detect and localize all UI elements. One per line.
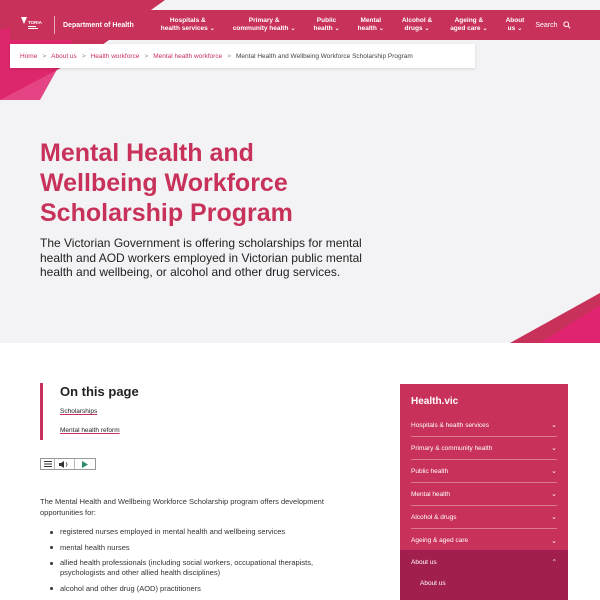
list-item: alcohol and other drug (AOD) practitioners — [50, 584, 330, 594]
menu-icon — [44, 461, 52, 467]
sidebar-item-label: About us — [411, 558, 437, 566]
nav-item-label-line1: Hospitals & — [169, 17, 206, 24]
nav-item-label-text: us — [507, 25, 516, 32]
chevron-down-icon: ⌄ — [551, 422, 557, 429]
sidebar-title[interactable]: Health.vic — [411, 396, 459, 407]
readspeaker-listen-button[interactable] — [55, 459, 75, 469]
eligibility-list — [50, 527, 330, 599]
breadcrumb-mental-health-workforce[interactable]: Mental health workforce — [153, 52, 223, 60]
nav-item-label-line2 — [233, 25, 296, 33]
list-item: mental health nurses — [50, 543, 330, 553]
sidebar-item-label: Alcohol & drugs — [411, 513, 457, 521]
sidebar-item-label: Primary & community health — [411, 444, 493, 452]
speaker-icon — [59, 461, 71, 468]
nav-item-about-us[interactable] — [497, 17, 534, 33]
chevron-down-icon: ⌄ — [424, 26, 430, 32]
nav-item-mental-health[interactable] — [349, 17, 393, 33]
chevron-down-icon: ⌄ — [334, 26, 340, 32]
nav-item-public-health[interactable] — [304, 17, 348, 33]
decorative-shape-bottom-right — [510, 293, 600, 343]
nav-item-label-line1: Public — [316, 17, 337, 24]
sidebar-item-label: Hospitals & health services — [411, 421, 490, 429]
nav-item-label-line1: Alcohol & — [401, 17, 433, 24]
body-paragraph: The Mental Health and Wellbeing Workforce Scholarship program offers development opportunities for: — [40, 497, 324, 517]
nav-item-label-text: health — [313, 25, 333, 32]
page-title: Mental Health and Wellbeing Workforce Scholarship Program — [40, 139, 293, 227]
sidebar-item-label: Mental health — [411, 490, 451, 498]
header-divider — [54, 16, 55, 34]
chevron-down-icon: ⌄ — [551, 514, 557, 521]
nav-item-label-line1: Primary & — [248, 17, 280, 24]
nav-item-label-line2 — [358, 25, 384, 33]
sidebar-subitem-about-us[interactable]: About us — [420, 579, 446, 587]
breadcrumb-separator-icon: > — [81, 52, 86, 60]
chevron-down-icon: ⌄ — [551, 468, 557, 475]
breadcrumb-separator-icon: > — [144, 52, 149, 60]
nav-item-label-line1: Mental — [360, 17, 382, 24]
nav-item-label-line2 — [161, 25, 215, 33]
on-this-page-link-mental-health-reform[interactable]: Mental health reform — [60, 427, 120, 434]
sidebar-item-about-us-expanded — [400, 550, 568, 600]
nav-item-primary-community-health[interactable] — [224, 17, 305, 33]
list-item: registered nurses employed in mental health and wellbeing services — [50, 527, 330, 537]
victoria-logo[interactable] — [10, 10, 46, 40]
chevron-down-icon: ⌄ — [482, 26, 488, 32]
breadcrumb-current: Mental Health and Wellbeing Workforce Scholarship Program — [236, 52, 413, 60]
breadcrumb-about-us[interactable]: About us — [51, 52, 77, 60]
sidebar-item-ageing-aged-care[interactable] — [411, 529, 557, 552]
nav-item-label-text: health — [357, 25, 377, 32]
search-button[interactable] — [535, 21, 570, 29]
breadcrumb-separator-icon: > — [227, 52, 231, 60]
nav-item-alcohol-drugs[interactable] — [393, 17, 441, 33]
nav-item-label-line2 — [402, 25, 432, 33]
sidebar-item-label: Public health — [411, 467, 449, 475]
nav-item-label-text: community health — [232, 25, 289, 32]
sidebar-item-about-us[interactable] — [411, 550, 557, 574]
nav-item-label-line2 — [450, 25, 487, 33]
nav-item-label-line1: Ageing & — [454, 17, 484, 24]
chevron-down-icon: ⌄ — [290, 26, 296, 32]
breadcrumb — [10, 44, 475, 68]
nav-item-ageing-aged-care[interactable] — [441, 17, 496, 33]
readspeaker-play-button[interactable] — [75, 459, 95, 469]
breadcrumb-health-workforce[interactable]: Health workforce — [90, 52, 140, 60]
breadcrumb-separator-icon: > — [42, 52, 47, 60]
nav-item-label-line1: About — [505, 17, 525, 24]
nav-item-label-text: aged care — [450, 25, 481, 32]
chevron-up-icon: ⌃ — [551, 559, 557, 566]
sidebar-item-label: Ageing & aged care — [411, 537, 469, 544]
sidebar-item-hospitals[interactable] — [411, 414, 557, 437]
site-header — [10, 10, 600, 40]
on-this-page — [40, 383, 160, 440]
play-icon — [82, 461, 88, 468]
nav-item-hospitals-health-services[interactable] — [152, 17, 224, 33]
chevron-down-icon: ⌄ — [551, 491, 557, 498]
nav-item-label-text: drugs — [404, 25, 423, 32]
on-this-page-title: On this page — [60, 384, 139, 399]
page-intro: The Victorian Government is offering scholarships for mental health and AOD workers employed in Victorian public mental health and wellbeing, or alcohol and other drug services. — [40, 236, 362, 279]
chevron-down-icon: ⌄ — [551, 537, 557, 545]
on-this-page-link-scholarships[interactable]: Scholarships — [60, 408, 98, 415]
nav-item-label-line2 — [313, 25, 339, 33]
readspeaker-menu-button[interactable] — [41, 459, 55, 469]
department-name[interactable]: Department of Health — [63, 21, 134, 29]
search-label: Search — [535, 21, 558, 29]
chevron-down-icon: ⌄ — [551, 445, 557, 452]
chevron-down-icon: ⌄ — [378, 26, 384, 32]
nav-item-label-line2 — [506, 25, 525, 33]
chevron-down-icon: ⌄ — [517, 26, 523, 32]
nav-item-label-text: health services — [160, 25, 208, 32]
readspeaker-player — [40, 458, 96, 470]
search-icon — [563, 21, 571, 29]
sidebar-item-public-health[interactable] — [411, 460, 557, 483]
main-nav — [152, 10, 534, 40]
list-item: allied health professionals (including social workers, occupational therapists, psychologists and other allied health disciplines) — [50, 558, 330, 578]
sidebar-item-mental-health[interactable] — [411, 483, 557, 506]
chevron-down-icon: ⌄ — [209, 26, 215, 32]
sidebar-item-alcohol-drugs[interactable] — [411, 506, 557, 529]
sidebar-item-primary-community[interactable] — [411, 437, 557, 460]
breadcrumb-home[interactable]: Home — [20, 52, 38, 60]
victoria-state-government-logo-icon — [20, 15, 46, 35]
svg-text:TORIA: TORIA — [28, 20, 42, 25]
sidebar-nav — [400, 384, 568, 600]
